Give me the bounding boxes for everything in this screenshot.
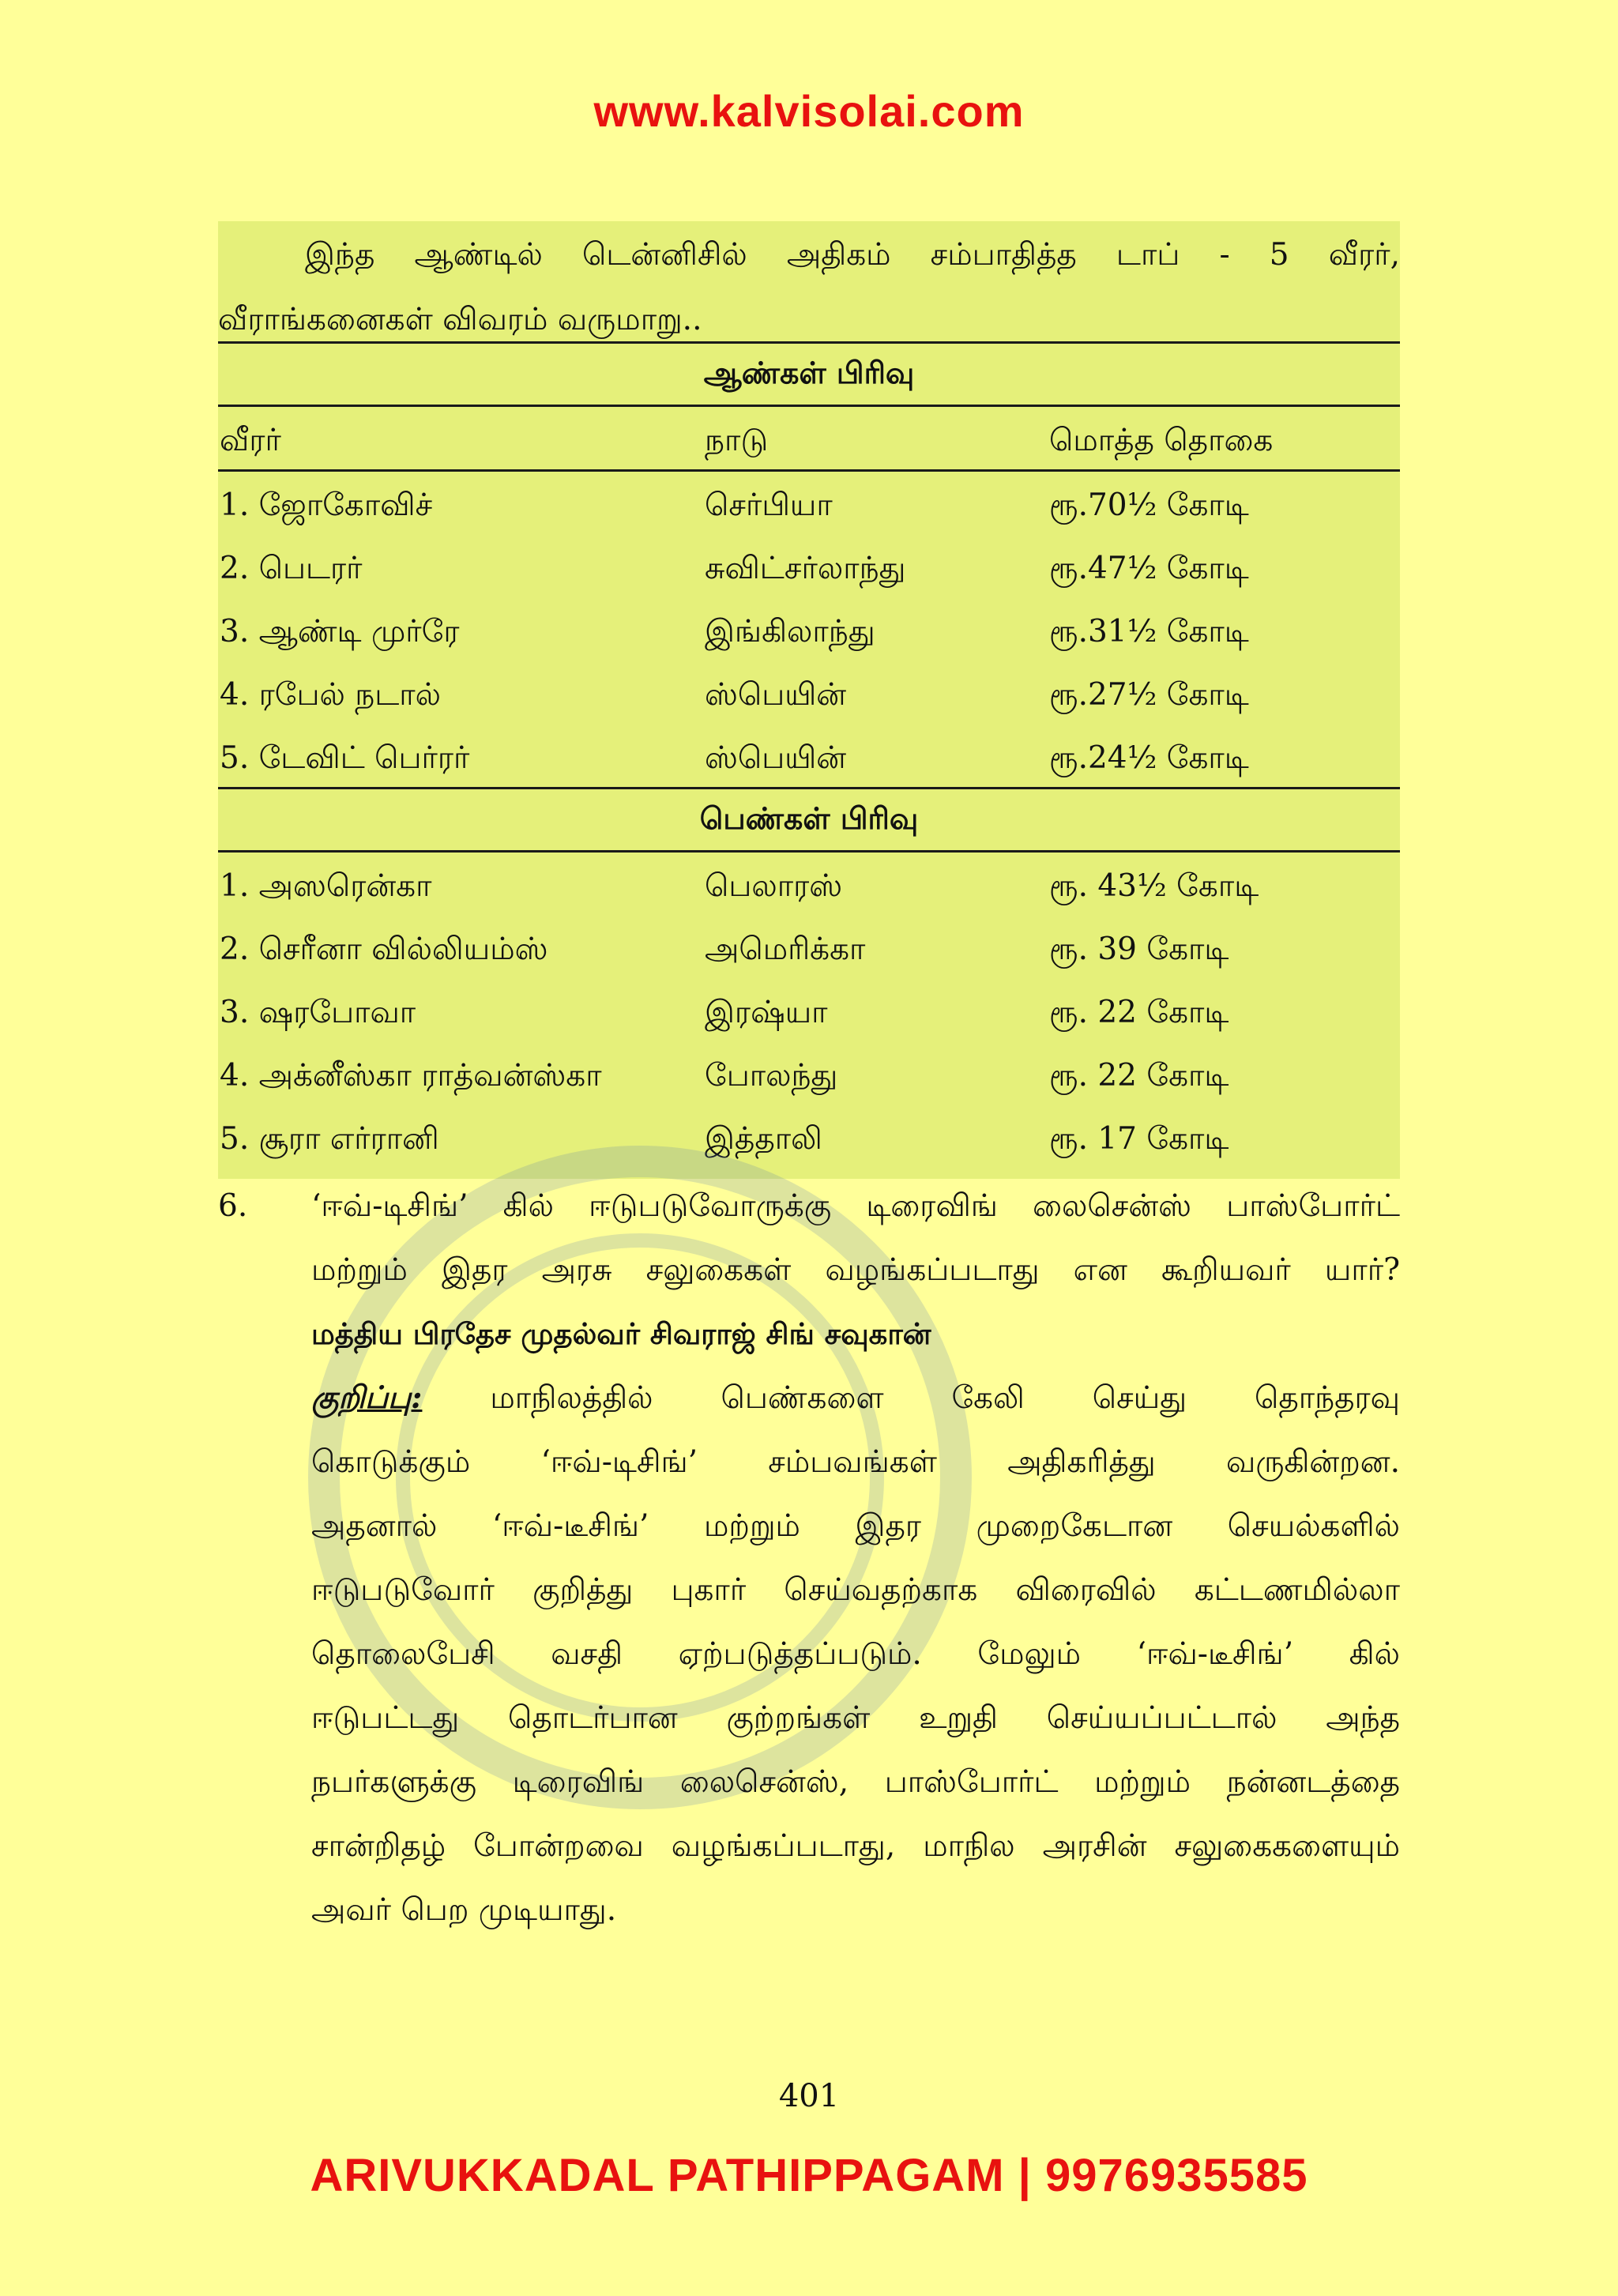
player-name: 3. ஷரபோவா xyxy=(220,995,416,1030)
player-country: இங்கிலாந்து xyxy=(705,614,875,649)
player-amount: ரூ.27½ கோடி xyxy=(1049,677,1249,713)
page-number: 401 xyxy=(778,2078,840,2114)
question-line-2: மற்றும் இதர அரசு சலுகைகள் வழங்கப்படாது என கூறியவர் யார்? xyxy=(311,1252,1400,1288)
question-line-1: ‘ஈவ்-டிசிங்’ கில் ஈடுபடுவோருக்கு டிரைவிங் லைசென்ஸ் பாஸ்போர்ட் xyxy=(311,1188,1400,1224)
note-line: சான்றிதழ் போன்றவை வழங்கப்படாது, மாநில அரசின் சலுகைகளையும் xyxy=(311,1828,1400,1864)
player-country: ஸ்பெயின் xyxy=(705,677,847,713)
note-line: கொடுக்கும் ‘ஈவ்-டிசிங்’ சம்பவங்கள் அதிகரித்து வருகின்றன. xyxy=(311,1444,1400,1480)
note-line: ஈடுபடுவோர் குறித்து புகார் செய்வதற்காக விரைவில் கட்டணமில்லா xyxy=(311,1572,1400,1608)
player-name: 2. பெடரர் xyxy=(220,551,363,586)
question-number: 6. xyxy=(218,1188,248,1224)
player-country: செர்பியா xyxy=(705,487,833,523)
section-rule xyxy=(218,787,1400,789)
player-name: 1. ஜோகோவிச் xyxy=(220,487,433,523)
section-rule xyxy=(218,850,1400,853)
women-section-heading: பெண்கள் பிரிவு xyxy=(699,801,919,836)
note-line: நபர்களுக்கு டிரைவிங் லைசென்ஸ், பாஸ்போர்ட் மற்றும் நன்னடத்தை xyxy=(311,1764,1400,1800)
table-row xyxy=(218,855,1400,918)
player-country: பெலாரஸ் xyxy=(705,868,843,904)
player-country: அமெரிக்கா xyxy=(705,932,866,967)
player-amount: ரூ. 39 கோடி xyxy=(1049,932,1229,967)
table-row xyxy=(218,537,1400,600)
player-amount: ரூ.70½ கோடி xyxy=(1049,487,1249,523)
note-line: அதனால் ‘ஈவ்-டீசிங்’ மற்றும் இதர முறைகேடான செயல்களில் xyxy=(311,1508,1400,1544)
table-row xyxy=(218,981,1400,1044)
player-amount: ரூ. 22 கோடி xyxy=(1049,1058,1229,1093)
table-row xyxy=(218,600,1400,664)
player-amount: ரூ. 22 கோடி xyxy=(1049,995,1229,1030)
player-amount: ரூ.47½ கோடி xyxy=(1049,551,1249,586)
note-line-1 xyxy=(311,1366,1400,1430)
note-line: ஈடுபட்டது தொடர்பான குற்றங்கள் உறுதி செய்யப்பட்டால் அந்த xyxy=(311,1700,1400,1736)
intro-paragraph xyxy=(218,223,1400,352)
column-country: நாடு xyxy=(705,423,769,458)
table-row xyxy=(218,727,1400,790)
table-row xyxy=(218,1108,1400,1171)
column-player: வீரர் xyxy=(220,423,281,458)
player-country: போலந்து xyxy=(705,1058,838,1093)
publisher-footer: ARIVUKKADAL PATHIPPAGAM | 9976935585 xyxy=(310,2150,1308,2201)
table-row xyxy=(218,918,1400,981)
table-top-rule xyxy=(218,341,1400,344)
player-name: 5. டேவிட் பெர்ரர் xyxy=(220,740,470,776)
site-url: www.kalvisolai.com xyxy=(593,86,1025,136)
note-label: குறிப்பு: xyxy=(311,1379,423,1416)
player-name: 4. ரபேல் நடால் xyxy=(220,677,442,713)
table-row xyxy=(218,1044,1400,1108)
player-amount: ரூ.31½ கோடி xyxy=(1049,614,1249,649)
player-amount: ரூ. 43½ கோடி xyxy=(1049,868,1259,904)
player-country: ஸ்பெயின் xyxy=(705,740,847,776)
column-header-row xyxy=(218,409,1400,472)
column-amount: மொத்த தொகை xyxy=(1049,423,1274,458)
intro-line-1: இந்த ஆண்டில் டென்னிசில் அதிகம் சம்பாதித்த டாப் - 5 வீரர், xyxy=(305,237,1400,273)
intro-line-2: வீராங்கனைகள் விவரம் வருமாறு.. xyxy=(218,302,702,337)
player-name: 5. சூரா எர்ரானி xyxy=(220,1121,439,1157)
answer-text: மத்திய பிரதேச முதல்வர் சிவராஜ் சிங் சவுகான் xyxy=(311,1317,931,1351)
player-name: 1. அஸரென்கா xyxy=(220,868,432,904)
note-line: அவர் பெற முடியாது. xyxy=(311,1892,617,1928)
player-name: 2. செரீனா வில்லியம்ஸ் xyxy=(220,932,548,967)
question-body xyxy=(311,1174,1400,1942)
player-amount: ரூ.24½ கோடி xyxy=(1049,740,1249,776)
table-row xyxy=(218,664,1400,727)
player-name: 3. ஆண்டி முர்ரே xyxy=(220,614,460,649)
player-country: சுவிட்சர்லாந்து xyxy=(705,551,906,586)
header-rule xyxy=(218,469,1400,472)
player-name: 4. அக்னீஸ்கா ராத்வன்ஸ்கா xyxy=(220,1058,602,1093)
player-country: இரஷ்யா xyxy=(705,995,828,1030)
table-row xyxy=(218,474,1400,537)
player-amount: ரூ. 17 கோடி xyxy=(1049,1121,1229,1157)
note-line: தொலைபேசி வசதி ஏற்படுத்தப்படும். மேலும் ‘ஈவ்-டீசிங்’ கில் xyxy=(311,1636,1400,1672)
note-text: மாநிலத்தில் பெண்களை கேலி செய்து தொந்தரவு xyxy=(422,1380,1400,1416)
player-country: இத்தாலி xyxy=(705,1121,822,1157)
section-rule xyxy=(218,405,1400,407)
men-section-heading: ஆண்கள் பிரிவு xyxy=(703,356,915,390)
